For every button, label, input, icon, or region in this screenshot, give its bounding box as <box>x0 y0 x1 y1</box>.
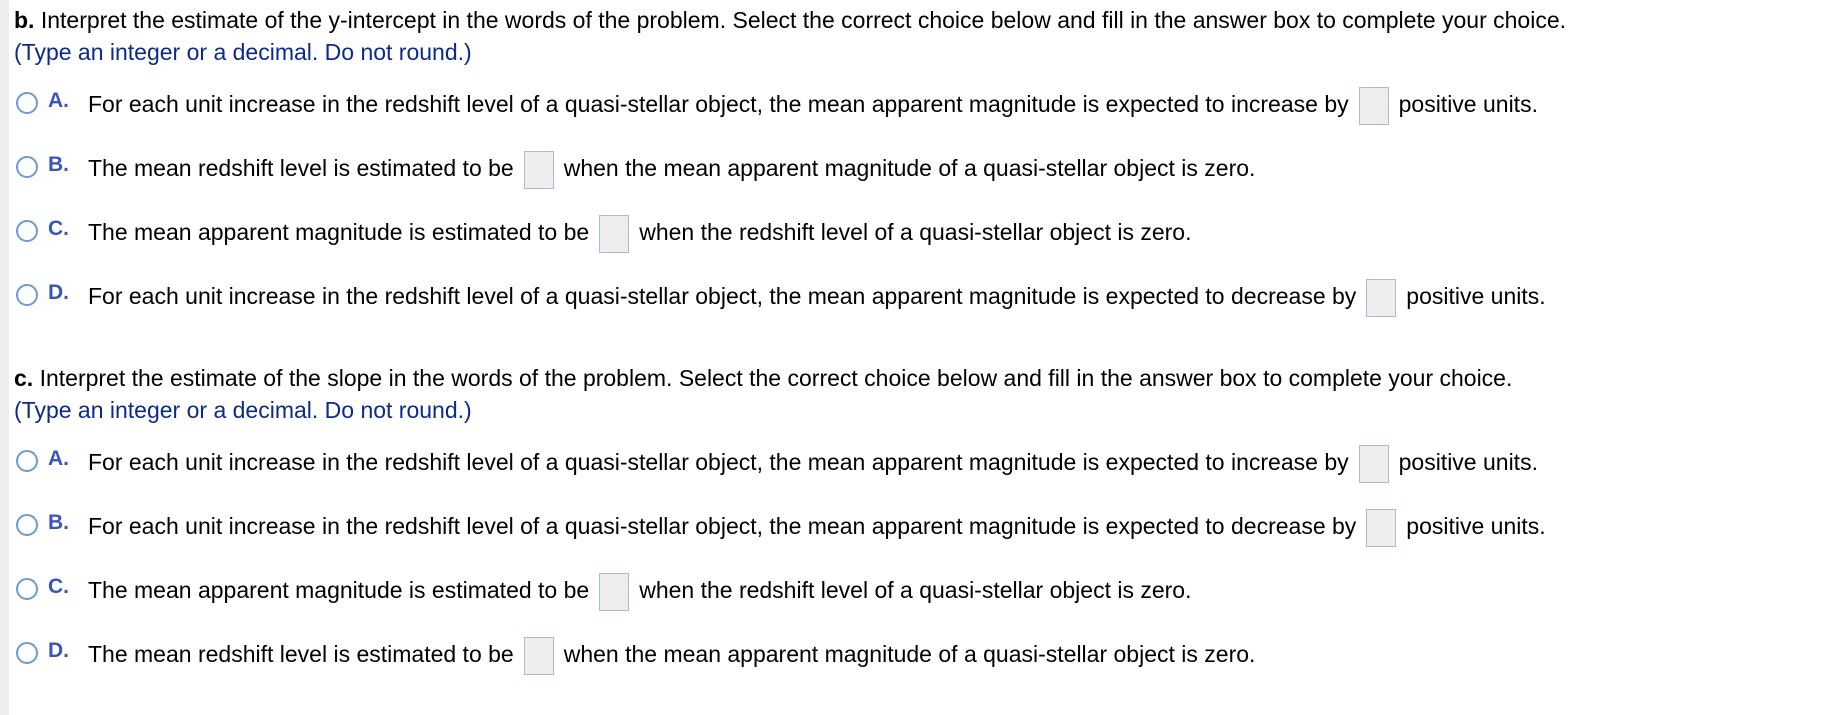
choice-text-before: The mean redshift level is estimated to be <box>88 155 514 182</box>
choice-text-after: when the redshift level of a quasi-stellar object is zero. <box>639 577 1192 604</box>
choice-text <box>88 87 1538 125</box>
choice-letter: B. <box>48 511 69 534</box>
choice-letter: A. <box>48 447 69 470</box>
answer-input-box[interactable] <box>1366 509 1396 547</box>
choice-text-after: positive units. <box>1406 283 1546 310</box>
choice-d[interactable] <box>14 624 1814 688</box>
part-letter: b. <box>14 7 35 33</box>
question-content <box>14 4 1814 688</box>
choice-text-after: positive units. <box>1398 91 1538 118</box>
choice-text <box>88 151 1255 189</box>
choice-text-before: For each unit increase in the redshift level of a quasi-stellar object, the mean apparent magnitude is expected to decrease by <box>88 513 1357 540</box>
choice-text-after: positive units. <box>1398 449 1538 476</box>
answer-input-box[interactable] <box>524 637 554 675</box>
choice-text <box>88 573 1191 611</box>
choice-text-before: The mean apparent magnitude is estimated to be <box>88 219 590 246</box>
left-margin-strip <box>0 0 9 715</box>
choice-letter: D. <box>48 639 69 662</box>
answer-input-box[interactable] <box>599 573 629 611</box>
choice-c[interactable] <box>14 560 1814 624</box>
choice-b[interactable] <box>14 138 1814 202</box>
choice-text-after: when the redshift level of a quasi-stellar object is zero. <box>639 219 1192 246</box>
choice-text-after: positive units. <box>1406 513 1546 540</box>
choice-b[interactable] <box>14 496 1814 560</box>
choice-a[interactable] <box>14 74 1814 138</box>
radio-button[interactable] <box>16 578 38 600</box>
choice-text <box>88 279 1546 317</box>
prompt-text: Interpret the estimate of the slope in the words of the problem. Select the correct choice below and fill in the answer box to complete your choice. <box>33 365 1513 391</box>
choice-text <box>88 509 1546 547</box>
choice-c[interactable] <box>14 202 1814 266</box>
choice-text-before: The mean apparent magnitude is estimated to be <box>88 577 590 604</box>
question-part-c <box>14 362 1814 688</box>
choice-letter: C. <box>48 575 69 598</box>
answer-input-box[interactable] <box>599 215 629 253</box>
answer-input-box[interactable] <box>1359 87 1389 125</box>
radio-button[interactable] <box>16 642 38 664</box>
radio-button[interactable] <box>16 92 38 114</box>
choice-text <box>88 215 1191 253</box>
question-part-b <box>14 4 1814 330</box>
choice-text-before: For each unit increase in the redshift level of a quasi-stellar object, the mean apparent magnitude is expected to increase by <box>88 449 1349 476</box>
choice-list <box>14 74 1814 330</box>
answer-input-box[interactable] <box>524 151 554 189</box>
answer-instruction: (Type an integer or a decimal. Do not round.) <box>14 397 472 423</box>
choice-list <box>14 432 1814 688</box>
question-prompt <box>14 4 1814 36</box>
choice-a[interactable] <box>14 432 1814 496</box>
choice-text-after: when the mean apparent magnitude of a quasi-stellar object is zero. <box>563 155 1256 182</box>
question-prompt <box>14 362 1814 394</box>
choice-d[interactable] <box>14 266 1814 330</box>
answer-instruction: (Type an integer or a decimal. Do not round.) <box>14 39 472 65</box>
choice-letter: A. <box>48 89 69 112</box>
radio-button[interactable] <box>16 450 38 472</box>
answer-input-box[interactable] <box>1359 445 1389 483</box>
choice-text <box>88 637 1255 675</box>
prompt-text: Interpret the estimate of the y-intercept in the words of the problem. Select the correct choice below and fill in the answer box to complete your choice. <box>34 7 1567 33</box>
choice-text-before: For each unit increase in the redshift level of a quasi-stellar object, the mean apparent magnitude is expected to decrease by <box>88 283 1357 310</box>
choice-text-after: when the mean apparent magnitude of a quasi-stellar object is zero. <box>563 641 1256 668</box>
radio-button[interactable] <box>16 284 38 306</box>
part-letter: c. <box>14 365 34 391</box>
answer-input-box[interactable] <box>1366 279 1396 317</box>
radio-button[interactable] <box>16 156 38 178</box>
choice-text-before: For each unit increase in the redshift level of a quasi-stellar object, the mean apparent magnitude is expected to increase by <box>88 91 1349 118</box>
choice-text <box>88 445 1538 483</box>
radio-button[interactable] <box>16 220 38 242</box>
choice-letter: B. <box>48 153 69 176</box>
choice-text-before: The mean redshift level is estimated to be <box>88 641 514 668</box>
choice-letter: D. <box>48 281 69 304</box>
choice-letter: C. <box>48 217 69 240</box>
radio-button[interactable] <box>16 514 38 536</box>
